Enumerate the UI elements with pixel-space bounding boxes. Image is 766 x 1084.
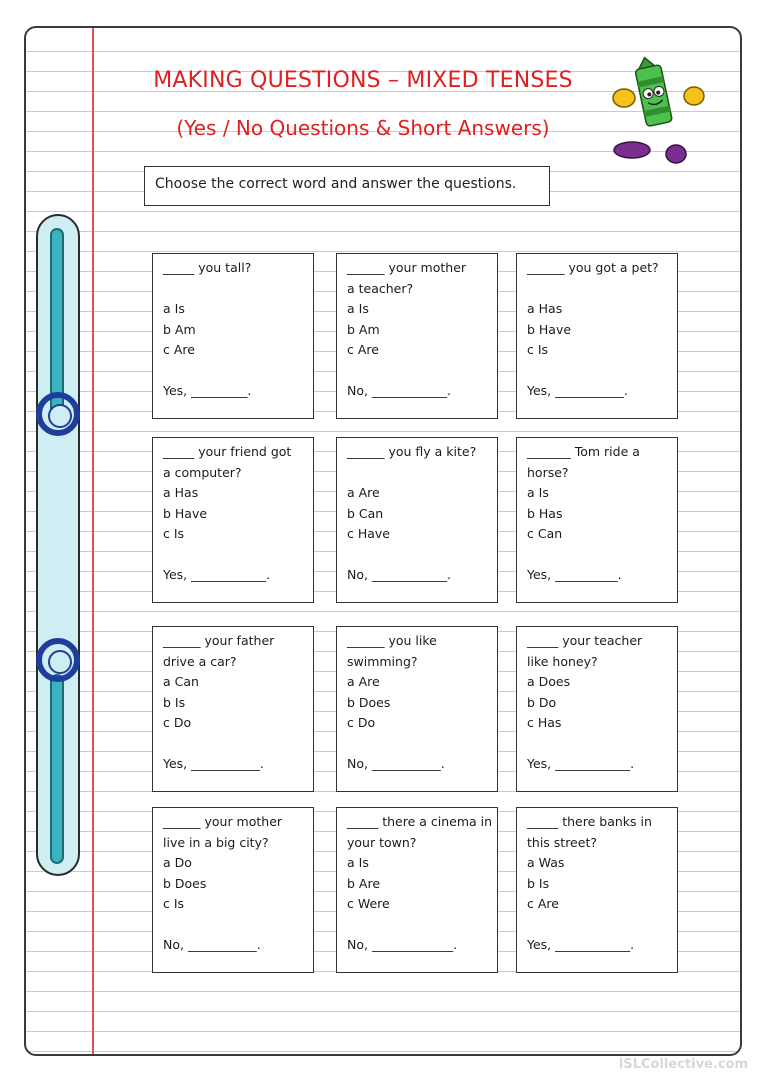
spacer — [527, 279, 671, 300]
short-answer-blank: Yes, ___________. — [163, 756, 264, 772]
answer-option: c Are — [163, 342, 195, 358]
short-answer-blank: No, ____________. — [347, 567, 451, 583]
answer-option: c Is — [163, 896, 185, 912]
question-text: _____ your teacher — [527, 633, 643, 648]
answer-option: b Has — [527, 505, 563, 521]
answer-option: b Have — [527, 321, 572, 337]
question-card — [152, 626, 314, 792]
answer-option: c Are — [527, 896, 559, 912]
short-answer-blank: No, ___________. — [163, 937, 261, 953]
question-text: _____ there banks in — [527, 814, 652, 829]
answer-option: c Do — [347, 715, 376, 731]
answer-option: b Am — [163, 321, 196, 337]
question-text: ______ you got a pet? — [527, 260, 659, 275]
question-card — [336, 253, 498, 419]
spacer — [163, 279, 307, 300]
question-text: a teacher? — [347, 280, 414, 296]
answer-option: a Can — [163, 674, 199, 690]
question-text: _____ you tall? — [163, 260, 252, 275]
question-text: live in a big city? — [163, 834, 269, 850]
answer-option: c Has — [527, 715, 562, 731]
spacer — [347, 463, 491, 484]
answer-option: a Are — [347, 485, 380, 501]
question-card — [152, 807, 314, 973]
worksheet-subtitle: (Yes / No Questions & Short Answers) — [176, 116, 550, 140]
binder-strip — [36, 214, 80, 876]
answer-option: b Is — [527, 875, 550, 891]
short-answer-blank: Yes, __________. — [527, 567, 622, 583]
short-answer-blank: Yes, ____________. — [527, 756, 635, 772]
answer-option: c Is — [163, 526, 185, 542]
question-text: horse? — [527, 464, 569, 480]
answer-option: b Is — [163, 694, 186, 710]
question-card — [336, 626, 498, 792]
answer-option: b Can — [347, 505, 384, 521]
instructions-box: Choose the correct word and answer the questions. — [144, 166, 550, 206]
short-answer-blank: Yes, _________. — [163, 383, 252, 399]
answer-option: c Have — [347, 526, 390, 542]
answer-option: a Has — [163, 485, 199, 501]
answer-option: c Are — [347, 342, 379, 358]
short-answer-blank: No, _____________. — [347, 937, 458, 953]
short-answer-blank: Yes, ___________. — [527, 383, 628, 399]
question-text: ______ you like — [347, 633, 437, 648]
question-card — [152, 437, 314, 603]
question-card — [516, 437, 678, 603]
question-text: like honey? — [527, 653, 598, 669]
question-text: ______ you fly a kite? — [347, 444, 477, 459]
question-text: _____ there a cinema in — [347, 814, 493, 829]
answer-option: a Is — [527, 485, 549, 501]
question-text: _______ Tom ride a — [527, 444, 640, 459]
crayon-mascot-icon — [610, 56, 706, 166]
answer-option: a Is — [163, 301, 185, 317]
question-text: swimming? — [347, 653, 418, 669]
binder-ring-icon — [36, 638, 80, 682]
answer-option: a Are — [347, 674, 380, 690]
question-text: ______ your father — [163, 633, 275, 648]
short-answer-blank: No, ___________. — [347, 756, 445, 772]
answer-option: c Is — [527, 342, 549, 358]
question-card — [516, 807, 678, 973]
watermark: iSLCollective.com — [618, 1057, 748, 1072]
answer-option: b Does — [163, 875, 207, 891]
red-margin-line — [92, 28, 94, 1054]
answer-option: c Do — [163, 715, 192, 731]
answer-option: a Was — [527, 855, 565, 871]
question-text: this street? — [527, 834, 597, 850]
answer-option: a Do — [163, 855, 192, 871]
question-text: your town? — [347, 834, 417, 850]
question-text: ______ your mother — [347, 260, 467, 275]
answer-option: a Is — [347, 301, 369, 317]
answer-option: c Were — [347, 896, 390, 912]
question-text: drive a car? — [163, 653, 237, 669]
short-answer-blank: No, ____________. — [347, 383, 451, 399]
answer-option: b Are — [347, 875, 381, 891]
question-text: a computer? — [163, 464, 242, 480]
binder-slot-top — [50, 228, 64, 418]
binder-ring-icon — [36, 392, 80, 436]
binder-slot-bottom — [50, 674, 64, 864]
answer-option: b Do — [527, 694, 557, 710]
short-answer-blank: Yes, ____________. — [527, 937, 635, 953]
question-card — [336, 437, 498, 603]
question-card — [152, 253, 314, 419]
answer-option: a Is — [347, 855, 369, 871]
question-card — [516, 626, 678, 792]
answer-option: b Have — [163, 505, 208, 521]
worksheet-title: MAKING QUESTIONS – MIXED TENSES — [153, 68, 573, 93]
answer-option: a Does — [527, 674, 571, 690]
answer-option: b Am — [347, 321, 380, 337]
answer-option: a Has — [527, 301, 563, 317]
answer-option: c Can — [527, 526, 563, 542]
question-text: ______ your mother — [163, 814, 283, 829]
question-card — [336, 807, 498, 973]
short-answer-blank: Yes, ____________. — [163, 567, 271, 583]
question-text: _____ your friend got — [163, 444, 292, 459]
question-card — [516, 253, 678, 419]
answer-option: b Does — [347, 694, 391, 710]
